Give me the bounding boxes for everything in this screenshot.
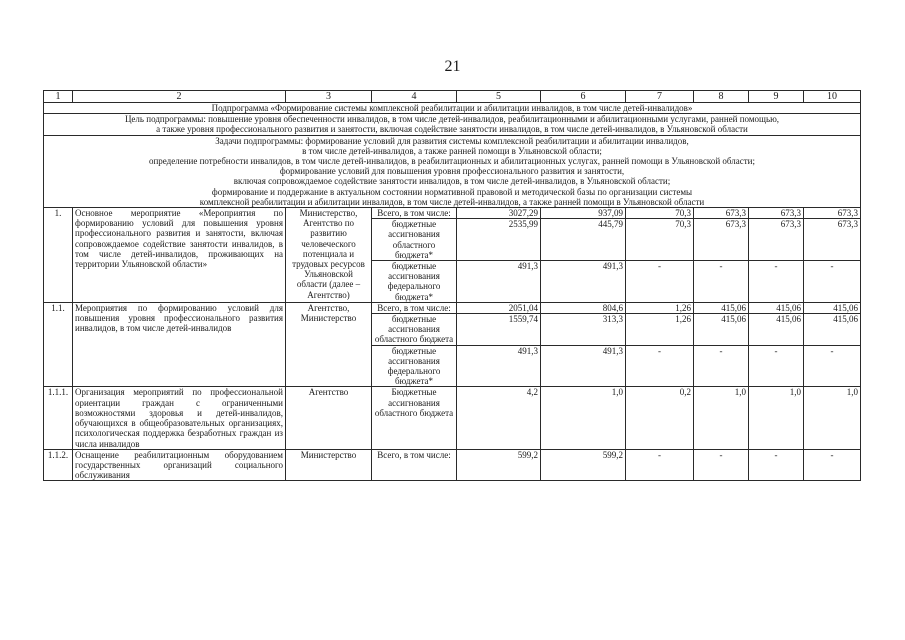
tasks-line: формирование условий для повышения уровня профессионального развития и занятости, — [279, 166, 625, 177]
amount-cell: 491,3 — [457, 345, 541, 387]
column-number: 1 — [44, 91, 73, 103]
amount-cell: 1559,74 — [457, 314, 541, 346]
amount-cell: 2535,99 — [457, 219, 541, 261]
tasks-line: комплексной реабилитации и абилитации инвалидов, в том числе детей-инвалидов, а также ранней помощи в Ульяновской области — [199, 196, 705, 207]
amount-cell: 4,2 — [457, 387, 541, 449]
amount-cell: 804,6 — [541, 302, 626, 313]
column-number: 5 — [457, 91, 541, 103]
amount-cell: 70,3 — [626, 219, 694, 261]
amount-cell: 673,3 — [749, 208, 804, 219]
activity-executor: Агентство — [286, 387, 372, 449]
activity-row — [44, 387, 861, 449]
amount-cell: 2051,04 — [457, 302, 541, 313]
amount-cell: 1,0 — [749, 387, 804, 449]
column-number: 10 — [804, 91, 861, 103]
funding-source-label: бюджетные ассигнования областного бюджета — [372, 314, 457, 346]
goal-text — [44, 114, 861, 135]
column-number: 7 — [626, 91, 694, 103]
funding-source-label: Всего, в том числе: — [372, 208, 457, 219]
program-table — [43, 90, 861, 481]
amount-cell: 313,3 — [541, 314, 626, 346]
activity-row — [44, 208, 861, 219]
amount-cell: 1,0 — [541, 387, 626, 449]
activity-executor: Министерство, Агентство по развитию человеческого потенциала и трудовых ресурсов Ульяновской области (далее – Агентство) — [286, 208, 372, 303]
amount-cell: 70,3 — [626, 208, 694, 219]
goal-line: а также уровня профессионального развития и занятости, включая содействие занятости инвалидов, в том числе детей-инвалидов, в Ульяновской области — [156, 124, 748, 135]
activity-row — [44, 302, 861, 313]
activity-number: 1.1.1. — [44, 387, 73, 449]
amount-cell: 1,26 — [626, 302, 694, 313]
amount-cell: - — [804, 345, 861, 387]
activity-number: 1.1. — [44, 302, 73, 387]
amount-cell: - — [626, 449, 694, 481]
amount-cell: - — [694, 261, 749, 303]
column-number: 9 — [749, 91, 804, 103]
amount-cell: 491,3 — [541, 345, 626, 387]
tasks-text — [44, 135, 861, 207]
amount-cell: 673,3 — [804, 208, 861, 219]
goal-line: Цель подпрограммы: повышение уровня обеспеченности инвалидов, в том числе детей-инвалидов, реабилитационными и абилитационными услугами, ранней помощью, — [124, 114, 780, 125]
amount-cell: 415,06 — [749, 302, 804, 313]
column-number-row — [44, 91, 861, 103]
activity-executor: Агентство, Министерство — [286, 302, 372, 387]
column-number: 2 — [73, 91, 286, 103]
column-number: 3 — [286, 91, 372, 103]
amount-cell: - — [749, 345, 804, 387]
column-number: 4 — [372, 91, 457, 103]
amount-cell: 415,06 — [694, 314, 749, 346]
amount-cell: - — [749, 449, 804, 481]
amount-cell: 415,06 — [804, 314, 861, 346]
column-number: 8 — [694, 91, 749, 103]
activity-row — [44, 449, 861, 481]
tasks-row — [44, 135, 861, 207]
amount-cell: 937,09 — [541, 208, 626, 219]
amount-cell: 445,79 — [541, 219, 626, 261]
amount-cell: 673,3 — [694, 219, 749, 261]
activity-executor: Министерство — [286, 449, 372, 481]
subprogram-row — [44, 103, 861, 114]
goal-row — [44, 114, 861, 135]
amount-cell: - — [804, 261, 861, 303]
amount-cell: 415,06 — [694, 302, 749, 313]
activity-name: Организация мероприятий по профессиональной ориентации граждан с ограниченными возможностями здоровья и детей-инвалидов, обучающихся в общеобразовательных организациях, психологическая поддержка безработных граждан из числа инвалидов — [73, 387, 286, 449]
activity-name: Оснащение реабилитационным оборудованием государственных организаций социального обслуживания — [73, 449, 286, 481]
tasks-line: определение потребности инвалидов, в том числе детей-инвалидов, в реабилитационных и абилитационных услугах, ранней помощи в Ульяновской области; — [148, 156, 756, 167]
amount-cell: - — [694, 449, 749, 481]
subprogram-title: Подпрограмма «Формирование системы комплексной реабилитации и абилитации инвалидов, в том числе детей-инвалидов» — [44, 103, 861, 114]
amount-cell: 599,2 — [541, 449, 626, 481]
tasks-line: формирование и поддержание в актуальном состоянии нормативной правовой и методической базы по организации системы — [211, 186, 693, 197]
activity-name: Основное мероприятие «Мероприятия по формированию условий для повышения уровня профессионального развития и занятости, включая сопровождаемое содействие занятости инвалидов, в том числе детей-инвалидов, проживающих на территории Ульяновской области» — [73, 208, 286, 303]
amount-cell: 673,3 — [694, 208, 749, 219]
amount-cell: 1,0 — [804, 387, 861, 449]
amount-cell: 491,3 — [457, 261, 541, 303]
page-number: 21 — [444, 58, 461, 75]
funding-source-label: Бюджетные ассигнования областного бюджета — [372, 387, 457, 449]
amount-cell: 1,26 — [626, 314, 694, 346]
amount-cell: 3027,29 — [457, 208, 541, 219]
amount-cell: - — [626, 345, 694, 387]
activity-name: Мероприятия по формированию условий для повышения уровня профессионального развития инвалидов, в том числе детей-инвалидов — [73, 302, 286, 387]
funding-source-label: Всего, в том числе: — [372, 302, 457, 313]
amount-cell: 599,2 — [457, 449, 541, 481]
tasks-line: в том числе детей-инвалидов, а также ранней помощи в Ульяновской области; — [302, 145, 602, 156]
activity-number: 1.1.2. — [44, 449, 73, 481]
tasks-line: Задачи подпрограммы: формирование условий для развития системы комплексной реабилитации и абилитации инвалидов, — [215, 135, 689, 146]
amount-cell: 491,3 — [541, 261, 626, 303]
amount-cell: - — [694, 345, 749, 387]
activity-number: 1. — [44, 208, 73, 303]
tasks-line: включая сопровождаемое содействие занятости инвалидов, в том числе детей-инвалидов, в Ульяновской области; — [233, 176, 671, 187]
amount-cell: 673,3 — [749, 219, 804, 261]
funding-source-label: бюджетные ассигнования федерального бюджета* — [372, 345, 457, 387]
amount-cell: 673,3 — [804, 219, 861, 261]
amount-cell: 415,06 — [804, 302, 861, 313]
amount-cell: - — [804, 449, 861, 481]
amount-cell: 1,0 — [694, 387, 749, 449]
funding-source-label: Всего, в том числе: — [372, 449, 457, 481]
funding-source-label: бюджетные ассигнования федерального бюджета* — [372, 261, 457, 303]
amount-cell: - — [749, 261, 804, 303]
funding-source-label: бюджетные ассигнования областного бюджета* — [372, 219, 457, 261]
amount-cell: 415,06 — [749, 314, 804, 346]
amount-cell: - — [626, 261, 694, 303]
column-number: 6 — [541, 91, 626, 103]
amount-cell: 0,2 — [626, 387, 694, 449]
